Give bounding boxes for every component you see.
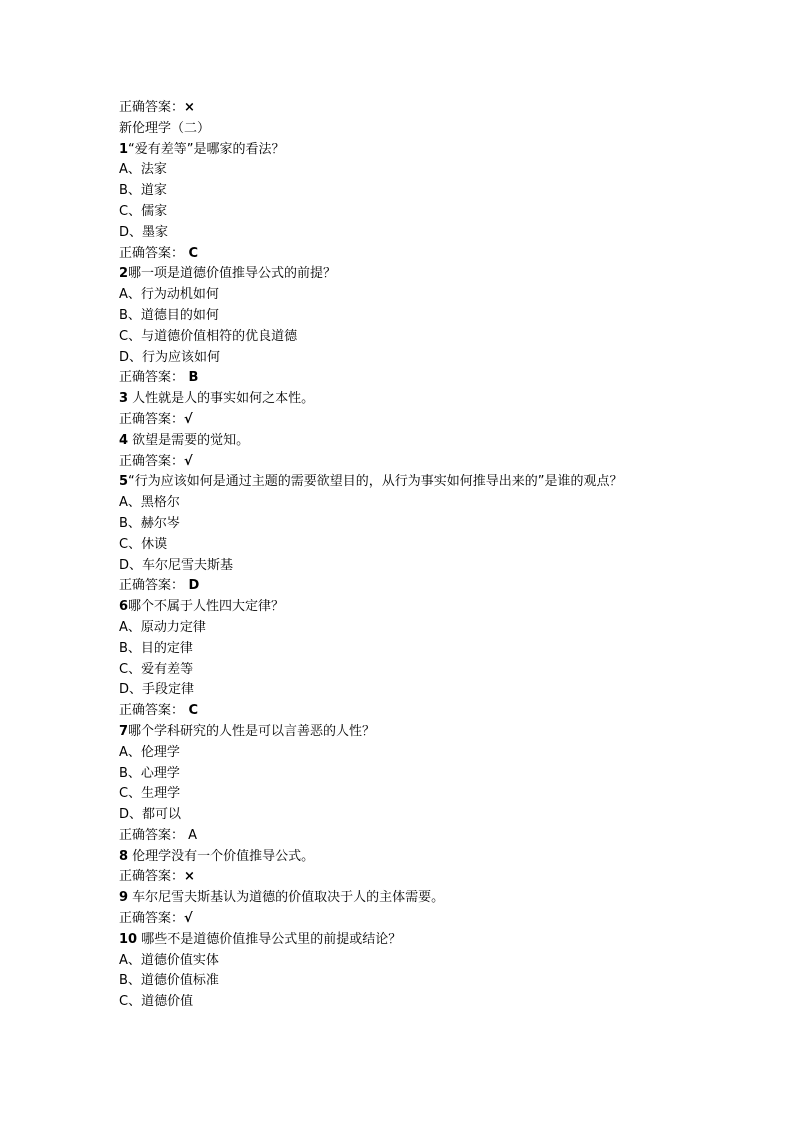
question-number: 3	[119, 391, 129, 407]
question-number: 7	[119, 723, 129, 739]
option-text: B、道德价值标准	[119, 973, 219, 989]
option-text: C、生理学	[119, 786, 181, 802]
answer-option	[119, 951, 719, 972]
correct-answer-label: 正确答案：	[119, 100, 185, 115]
answer-option	[119, 493, 719, 514]
answer-option	[119, 514, 719, 535]
question-line	[119, 472, 719, 493]
question-line	[119, 888, 719, 909]
answer-option	[119, 743, 719, 764]
correct-answer-label: 正确答案：	[119, 911, 185, 927]
question-number: 5	[119, 474, 129, 490]
correct-answer-line	[119, 368, 719, 389]
question-line	[119, 264, 719, 285]
correct-answer-label: 正确答案：	[119, 703, 185, 719]
section-title	[119, 119, 719, 140]
correct-answer-label: 正确答案：	[119, 411, 185, 427]
question-number: 8	[119, 848, 129, 864]
question-number: 2	[119, 266, 129, 282]
question-line	[119, 140, 719, 161]
option-text: B、心理学	[119, 765, 180, 781]
answer-option	[119, 680, 719, 701]
answer-option	[119, 660, 719, 681]
question-line	[119, 431, 719, 452]
correct-answer-value: C	[184, 245, 199, 261]
option-text: A、黑格尔	[119, 495, 180, 511]
option-text: A、原动力定律	[119, 619, 206, 635]
answer-option	[119, 618, 719, 639]
option-text: B、道家	[119, 183, 167, 199]
section-title-text: 新伦理学（二）	[119, 120, 211, 136]
answer-option	[119, 202, 719, 223]
question-line	[119, 722, 719, 743]
document-page	[119, 98, 719, 1013]
question-text: 哪个不属于人性四大定律？	[128, 599, 285, 615]
question-text: 哪些不是道德价值推导公式里的前提或结论？	[137, 931, 402, 947]
correct-answer-value: √	[184, 453, 193, 469]
answer-option	[119, 764, 719, 785]
correct-answer-line	[119, 244, 719, 265]
answer-option	[119, 348, 719, 369]
option-text: C、与道德价值相符的优良道德	[119, 328, 298, 344]
answer-option	[119, 181, 719, 202]
answer-option	[119, 992, 719, 1013]
correct-answer-value: D	[184, 578, 200, 594]
question-number: 4	[119, 432, 129, 448]
option-text: C、休谟	[119, 536, 168, 552]
option-text: D、墨家	[119, 224, 169, 240]
correct-answer-value: ×	[184, 100, 195, 115]
answer-option	[119, 223, 719, 244]
question-line	[119, 930, 719, 951]
question-number: 1	[119, 141, 129, 157]
correct-answer-line	[119, 826, 719, 847]
question-text: “行为应该如何是通过主题的需要欲望目的，从行为事实如何推导出来的”是谁的观点？	[128, 474, 623, 490]
option-text: D、都可以	[119, 807, 182, 823]
answer-option	[119, 639, 719, 660]
answer-option	[119, 805, 719, 826]
option-text: B、道德目的如何	[119, 307, 219, 323]
answer-option	[119, 556, 719, 577]
option-text: A、道德价值实体	[119, 952, 219, 968]
answer-option	[119, 327, 719, 348]
correct-answer-value: B	[184, 370, 199, 386]
option-text: A、行为动机如何	[119, 287, 219, 303]
correct-answer-label: 正确答案：	[119, 578, 185, 594]
answer-option	[119, 784, 719, 805]
correct-answer-line	[119, 867, 719, 888]
question-text: 哪一项是道德价值推导公式的前提？	[128, 266, 337, 282]
answer-option	[119, 971, 719, 992]
question-text: 伦理学没有一个价值推导公式。	[128, 848, 315, 864]
option-text: C、爱有差等	[119, 661, 194, 677]
question-text: “爱有差等”是哪家的看法？	[128, 141, 285, 157]
correct-answer-line	[119, 576, 719, 597]
correct-answer-line	[119, 452, 719, 473]
correct-answer-label: 正确答案：	[119, 869, 185, 885]
correct-answer-line	[119, 909, 719, 930]
question-text: 人性就是人的事实如何之本性。	[128, 391, 315, 407]
correct-answer-value: C	[184, 703, 199, 719]
question-number: 6	[119, 599, 129, 615]
correct-answer-line	[119, 410, 719, 431]
question-number: 10	[119, 931, 138, 947]
question-text: 车尔尼雪夫斯基认为道德的价值取决于人的主体需要。	[128, 890, 445, 906]
correct-answer-value: √	[184, 411, 193, 427]
question-line	[119, 597, 719, 618]
answer-option	[119, 285, 719, 306]
answer-option	[119, 306, 719, 327]
question-text: 欲望是需要的觉知。	[128, 432, 250, 448]
option-text: C、儒家	[119, 203, 168, 219]
option-text: B、赫尔岑	[119, 515, 180, 531]
correct-answer-line	[119, 98, 719, 119]
option-text: D、行为应该如何	[119, 349, 221, 365]
correct-answer-label: 正确答案：	[119, 453, 185, 469]
option-text: B、目的定律	[119, 640, 193, 656]
option-text: D、车尔尼雪夫斯基	[119, 557, 234, 573]
correct-answer-value: ×	[184, 869, 195, 885]
correct-answer-label: 正确答案：	[119, 245, 185, 261]
question-number: 9	[119, 890, 129, 906]
correct-answer-value: A	[184, 827, 198, 843]
correct-answer-line	[119, 701, 719, 722]
question-line	[119, 389, 719, 410]
option-text: A、伦理学	[119, 744, 180, 760]
correct-answer-label: 正确答案：	[119, 827, 185, 843]
answer-option	[119, 535, 719, 556]
question-line	[119, 847, 719, 868]
option-text: C、道德价值	[119, 994, 194, 1010]
answer-option	[119, 160, 719, 181]
question-text: 哪个学科研究的人性是可以言善恶的人性？	[128, 723, 376, 739]
option-text: A、法家	[119, 162, 167, 178]
correct-answer-label: 正确答案：	[119, 370, 185, 386]
correct-answer-value: √	[184, 911, 193, 927]
option-text: D、手段定律	[119, 682, 195, 698]
